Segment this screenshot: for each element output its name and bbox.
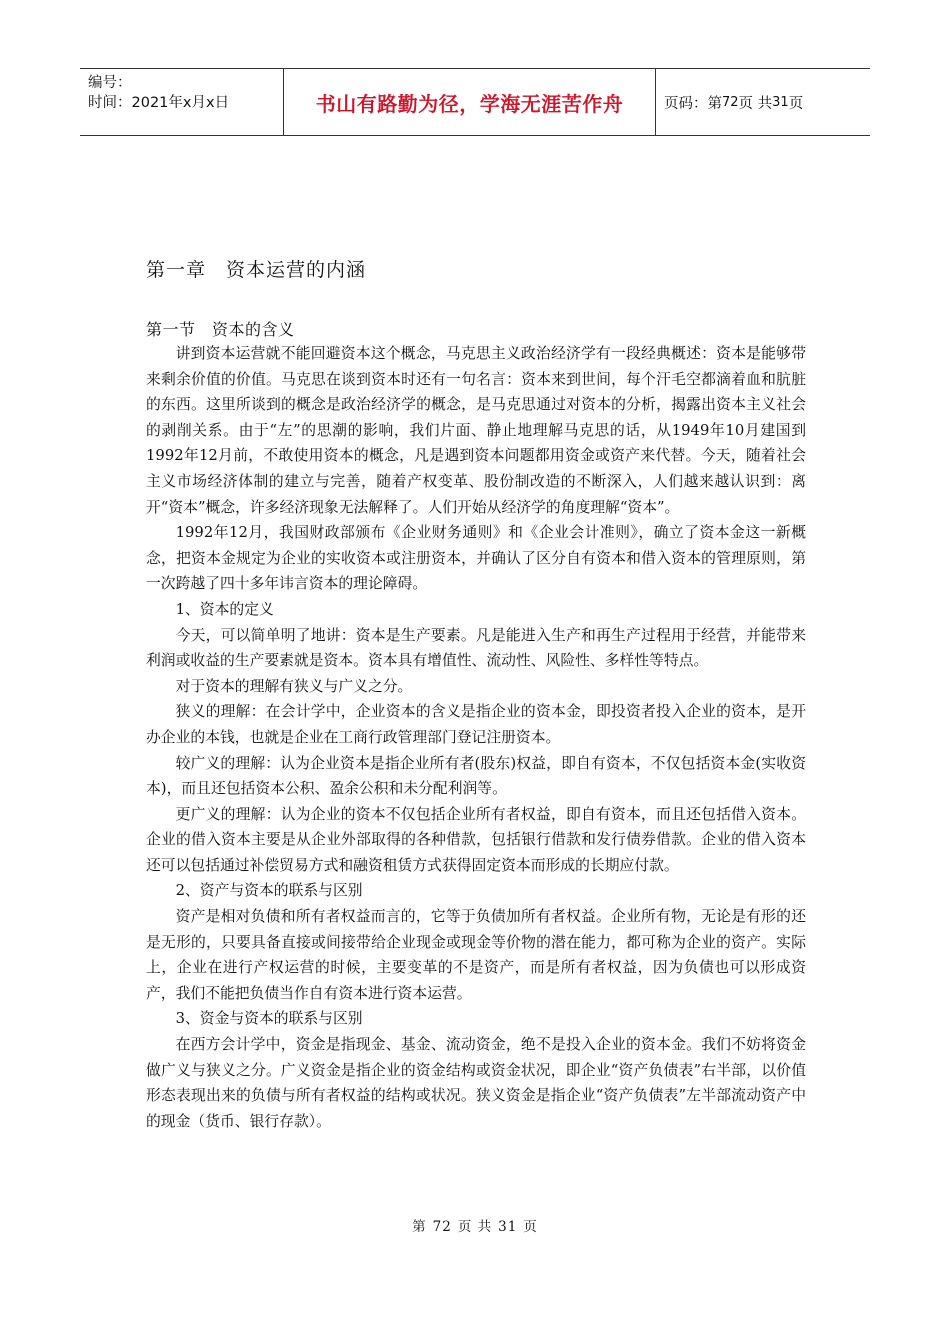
paragraph: 狭义的理解：在会计学中，企业资本的含义是指企业的资本金，即投资者投入企业的资本，是开办企业的本钱，也就是企业在工商行政管理部门登记注册资本。 [146,703,806,746]
paragraph: 在西方会计学中，资金是指现金、基金、流动资金，绝不是投入企业的资本金。我们不妨将资金做广义与狭义之分。广义资金是指企业的资金结构或资金状况，即企业“资产负债表”右半部，以价值形态表现出来的负债与所有者权益的结构或状况。狭义资金是指企业“资产负债表”左半部流动资产中的现金（货币、银行存款）。 [146,1036,806,1130]
subheading: 2、资产与资本的联系与区别 [175,882,363,900]
header-meta [80,69,283,135]
paragraph: 资产是相对负债和所有者权益而言的，它等于负债加所有者权益。企业所有物，无论是有形的还是无形的，只要具备直接或间接带给企业现金或现金等价物的潜在能力，都可称为企业的资产。实际上，企业在进行产权运营的时候，主要变革的不是资产，而是所有者权益，因为负债也可以形成资产，我们不能把负债当作自有资本进行资本运营。 [146,908,806,1002]
paragraph: 讲到资本运营就不能回避资本这个概念，马克思主义政治经济学有一段经典概述：资本是能够带来剩余价值的价值。马克思在谈到资本时还有一句名言：资本来到世间，每个汗毛空都滴着血和肮脏的东西。这里所谈到的概念是政治经济学的概念，是马克思通过对资本的分析，揭露出资本主义社会的剥削关系。由于“左”的思潮的影响，我们片面、静止地理解马克思的话，从1949年10月建国到1992年12月前，不敢使用资本的概念，凡是遇到资本问题都用资金或资产来代替。今天，随着社会主义市场经济体制的建立与完善，随着产权变革、股份制改造的不断深入，人们越来越认识到：离开“资本”概念，许多经济现象无法解释了。人们开始从经济学的角度理解“资本”。 [146,345,806,516]
footer-mid: 页 共 [457,1219,493,1235]
date-label: 时间：2021年x月x日 [88,95,230,111]
paragraph: 更广义的理解：认为企业的资本不仅包括企业所有者权益，即自有资本，而且还包括借入资本。企业的借入资本主要是从企业外部取得的各种借款，包括银行借款和发行债券借款。企业的借入资本还可以包括通过补偿贸易方式和融资租赁方式获得固定资本而形成的长期应付款。 [146,805,806,874]
page-header [80,68,870,136]
footer-total: 31 [498,1219,518,1235]
document-body [146,341,806,1134]
page-suffix: 页 [788,95,804,112]
serial-number-label: 编号： [88,75,132,91]
page-mid: 页 共 [738,95,773,112]
header-motto: 书山有路勤为径，学海无涯苦作舟 [283,69,656,135]
page-current: 72 [722,94,739,110]
paragraph: 今天，可以简单明了地讲：资本是生产要素。凡是能进入生产和再生产过程用于经营，并能带来利润或收益的生产要素就是资本。资本具有增值性、流动性、风险性、多样性等特点。 [146,626,806,670]
paragraph: 对于资本的理解有狭义与广义之分。 [175,677,413,695]
footer-current: 72 [432,1219,452,1235]
page-prefix: 页码：第 [664,95,722,112]
page-total: 31 [772,94,789,110]
subheading: 3、资金与资本的联系与区别 [175,1010,363,1028]
page-footer [0,1215,950,1235]
header-page-info [656,69,870,135]
section-title: 第一节 资本的含义 [146,320,295,339]
footer-prefix: 第 [412,1219,427,1235]
subheading: 1、资本的定义 [175,600,274,618]
paragraph: 较广义的理解：认为企业资本是指企业所有者(股东)权益，即自有资本，不仅包括资本金(实收资本)，而且还包括资本公积、盈余公积和未分配利润等。 [146,754,806,798]
footer-suffix: 页 [523,1219,538,1235]
paragraph: 1992年12月，我国财政部颁布《企业财务通则》和《企业会计准则》，确立了资本金这一新概念，把资本金规定为企业的实收资本或注册资本，并确认了区分自有资本和借入资本的管理原则，第一次跨越了四十多年讳言资本的理论障碍。 [146,524,806,593]
chapter-title: 第一章 资本运营的内涵 [146,259,367,281]
